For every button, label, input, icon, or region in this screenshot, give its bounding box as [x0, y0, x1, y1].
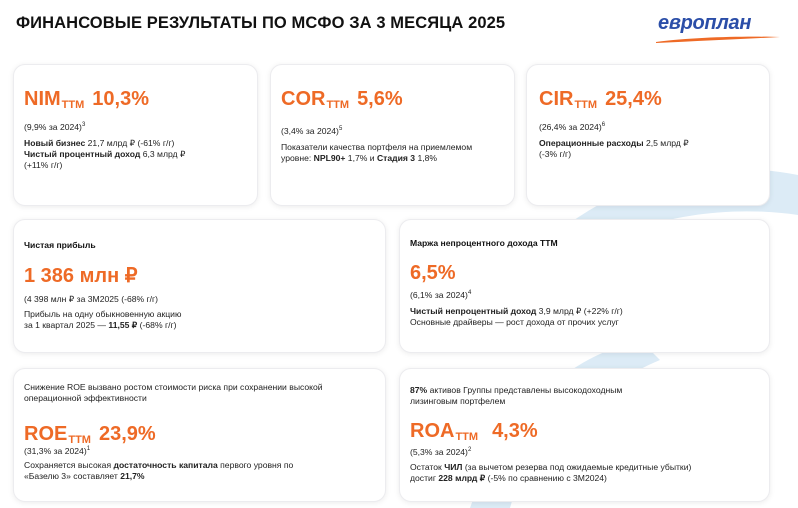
- roe-card: [13, 368, 386, 502]
- nim-label: NIM: [24, 88, 61, 110]
- roa-value: 4,3%: [492, 420, 538, 442]
- net-profit-value: 1 386 млн ₽: [24, 265, 138, 287]
- cor-prev: (3,4% за 2024)$^5$: [281, 126, 343, 136]
- nim-label-sub: TTM: [61, 99, 85, 111]
- net-profit-heading: Чистая прибыль: [24, 240, 96, 250]
- cir-label: CIR: [539, 88, 574, 110]
- nim-card: [13, 64, 258, 206]
- margin-details: Чистый непроцентный доход 3,9 млрд ₽ (+22% г/г) Основные драйверы — рост дохода от прочих услуг: [410, 306, 623, 327]
- cir-details: Операционные расходы 2,5 млрд ₽ (-3% г/г): [539, 138, 689, 159]
- page-title: ФИНАНСОВЫЕ РЕЗУЛЬТАТЫ ПО МСФО ЗА 3 МЕСЯЦА 2025: [16, 14, 506, 32]
- roe-label-sub: TTM: [68, 434, 91, 446]
- roa-card: [399, 368, 770, 502]
- net-profit-details: Прибыль на одну обыкновенную акцию за 1 квартал 2025 — 11,55 ₽ (-68% г/г): [24, 309, 182, 330]
- logo-text: европлан: [658, 12, 752, 34]
- nim-value: 10,3%: [92, 88, 149, 110]
- brand-logo: [654, 12, 782, 46]
- roa-intro: 87% активов Группы представлены высокодоходным лизинговым портфелем: [410, 385, 623, 406]
- roa-metric: [410, 421, 538, 441]
- roe-label: ROE: [24, 423, 68, 445]
- logo-swoosh-icon: [654, 34, 782, 44]
- cor-card: [270, 64, 515, 206]
- net-profit-prev: (4 398 млн ₽ за 3М2025 (-68% г/г): [24, 294, 159, 304]
- cir-metric: [539, 89, 662, 109]
- roa-label-sub: TTM: [455, 431, 479, 443]
- cor-label-sub: TTM: [326, 99, 350, 111]
- cir-label-sub: TTM: [574, 99, 598, 111]
- margin-value: 6,5%: [410, 262, 456, 284]
- cor-value: 5,6%: [357, 88, 403, 110]
- margin-heading: Маржа непроцентного дохода TTM: [410, 238, 558, 248]
- nim-prev: (9,9% за 2024)$^3$: [24, 122, 86, 132]
- roa-prev: (5,3% за 2024)$^2$: [410, 447, 472, 457]
- roe-metric: [24, 424, 156, 444]
- cir-card: [526, 64, 770, 206]
- nim-details: Новый бизнес 21,7 млрд ₽ (-61% г/г) Чистый процентный доход 6,3 млрд ₽ (+11% г/г): [24, 138, 186, 170]
- roe-intro: Снижение ROE вызвано ростом стоимости риска при сохранении высокой операционной эффективности: [24, 382, 323, 403]
- cir-value: 25,4%: [605, 88, 662, 110]
- cir-prev: (26,4% за 2024)$^6$: [539, 122, 606, 132]
- nim-metric: [24, 89, 149, 109]
- roe-details: Сохраняется высокая достаточность капитала первого уровня по «Базелю 3» составляет 21,7%: [24, 460, 294, 481]
- roe-prev: (31,3% за 2024)$^1$: [24, 446, 91, 456]
- non-interest-margin-card: [399, 219, 770, 353]
- roa-details: Остаток ЧИЛ (за вычетом резерва под ожидаемые кредитные убытки) достиг 228 млрд ₽ (-5% по сравнению с 3М2024): [410, 462, 692, 483]
- roa-label: ROA: [410, 420, 455, 442]
- cor-label: COR: [281, 88, 326, 110]
- margin-prev: (6,1% за 2024)$^4$: [410, 290, 472, 300]
- net-profit-card: [13, 219, 386, 353]
- roe-value: 23,9%: [98, 423, 156, 445]
- cor-details: Показатели качества портфеля на приемлемом уровне: NPL90+ 1,7% и Стадия 3 1,8%: [281, 142, 473, 163]
- cor-metric: [281, 89, 403, 109]
